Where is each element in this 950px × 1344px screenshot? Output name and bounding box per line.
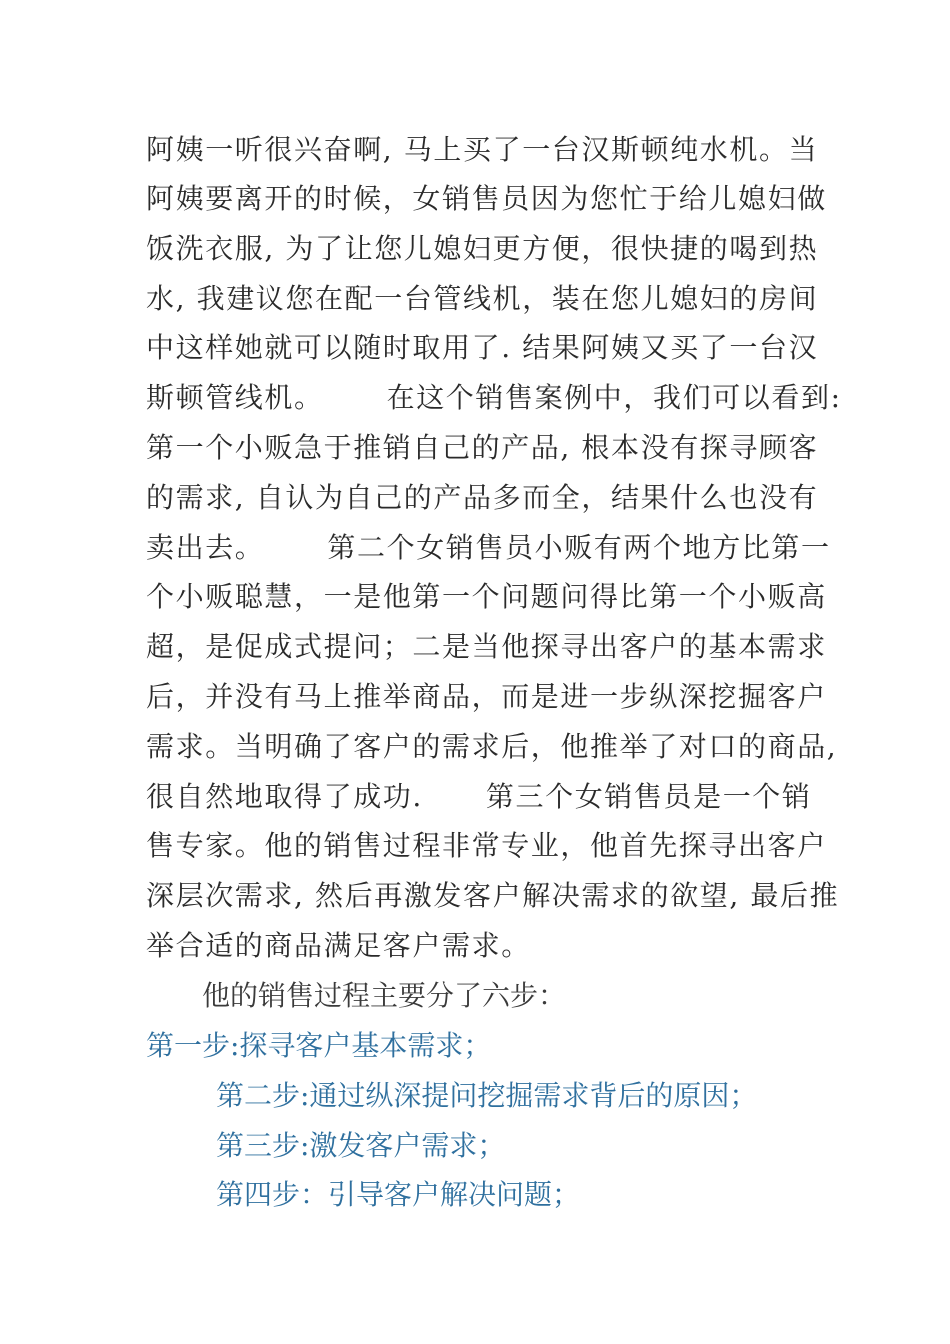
paragraph-line: 卖出去。 第二个女销售员小贩有两个地方比第一 (146, 531, 831, 564)
paragraph-line: 阿姨要离开的时候，女销售员因为您忙于给儿媳妇做 (146, 182, 827, 215)
step-item: 第一步:探寻客户基本需求； (146, 1029, 492, 1062)
paragraph-line: 很自然地取得了成功. 第三个女销售员是一个销 (146, 780, 812, 813)
step-item: 第四步：引导客户解决问题； (216, 1178, 581, 1211)
paragraph-line: 第一个小贩急于推销自己的产品, 根本没有探寻顾客 (146, 431, 819, 464)
paragraph-line: 需求。当明确了客户的需求后，他推举了对口的商品, (146, 730, 838, 763)
paragraph-line: 后，并没有马上推举商品，而是进一步纵深挖掘客户 (146, 680, 827, 713)
paragraph-line: 水, 我建议您在配一台管线机，装在您儿媳妇的房间 (146, 282, 819, 315)
paragraph-line: 举合适的商品满足客户需求。 (146, 929, 531, 962)
paragraph-line: 的需求, 自认为自己的产品多而全，结果什么也没有 (146, 481, 819, 514)
paragraph-line: 深层次需求, 然后再激发客户解决需求的欲望, 最后推 (146, 879, 840, 912)
steps-intro: 他的销售过程主要分了六步： (202, 979, 567, 1012)
paragraph-line: 阿姨一听很兴奋啊, 马上买了一台汉斯顿纯水机。当 (146, 133, 819, 166)
step-item: 第二步:通过纵深提问挖掘需求背后的原因； (216, 1079, 758, 1112)
paragraph-line: 个小贩聪慧，一是他第一个问题问得比第一个小贩高 (146, 580, 827, 613)
paragraph-line: 超，是促成式提问；二是当他探寻出客户的基本需求 (146, 630, 827, 663)
paragraph-line: 斯顿管线机。 在这个销售案例中，我们可以看到: (146, 381, 842, 414)
step-item: 第三步:激发客户需求； (216, 1129, 506, 1162)
paragraph-line: 中这样她就可以随时取用了. 结果阿姨又买了一台汉 (146, 331, 819, 364)
paragraph-line: 饭洗衣服, 为了让您儿媳妇更方便，很快捷的喝到热 (146, 232, 819, 265)
paragraph-line: 售专家。他的销售过程非常专业，他首先探寻出客户 (146, 829, 827, 862)
